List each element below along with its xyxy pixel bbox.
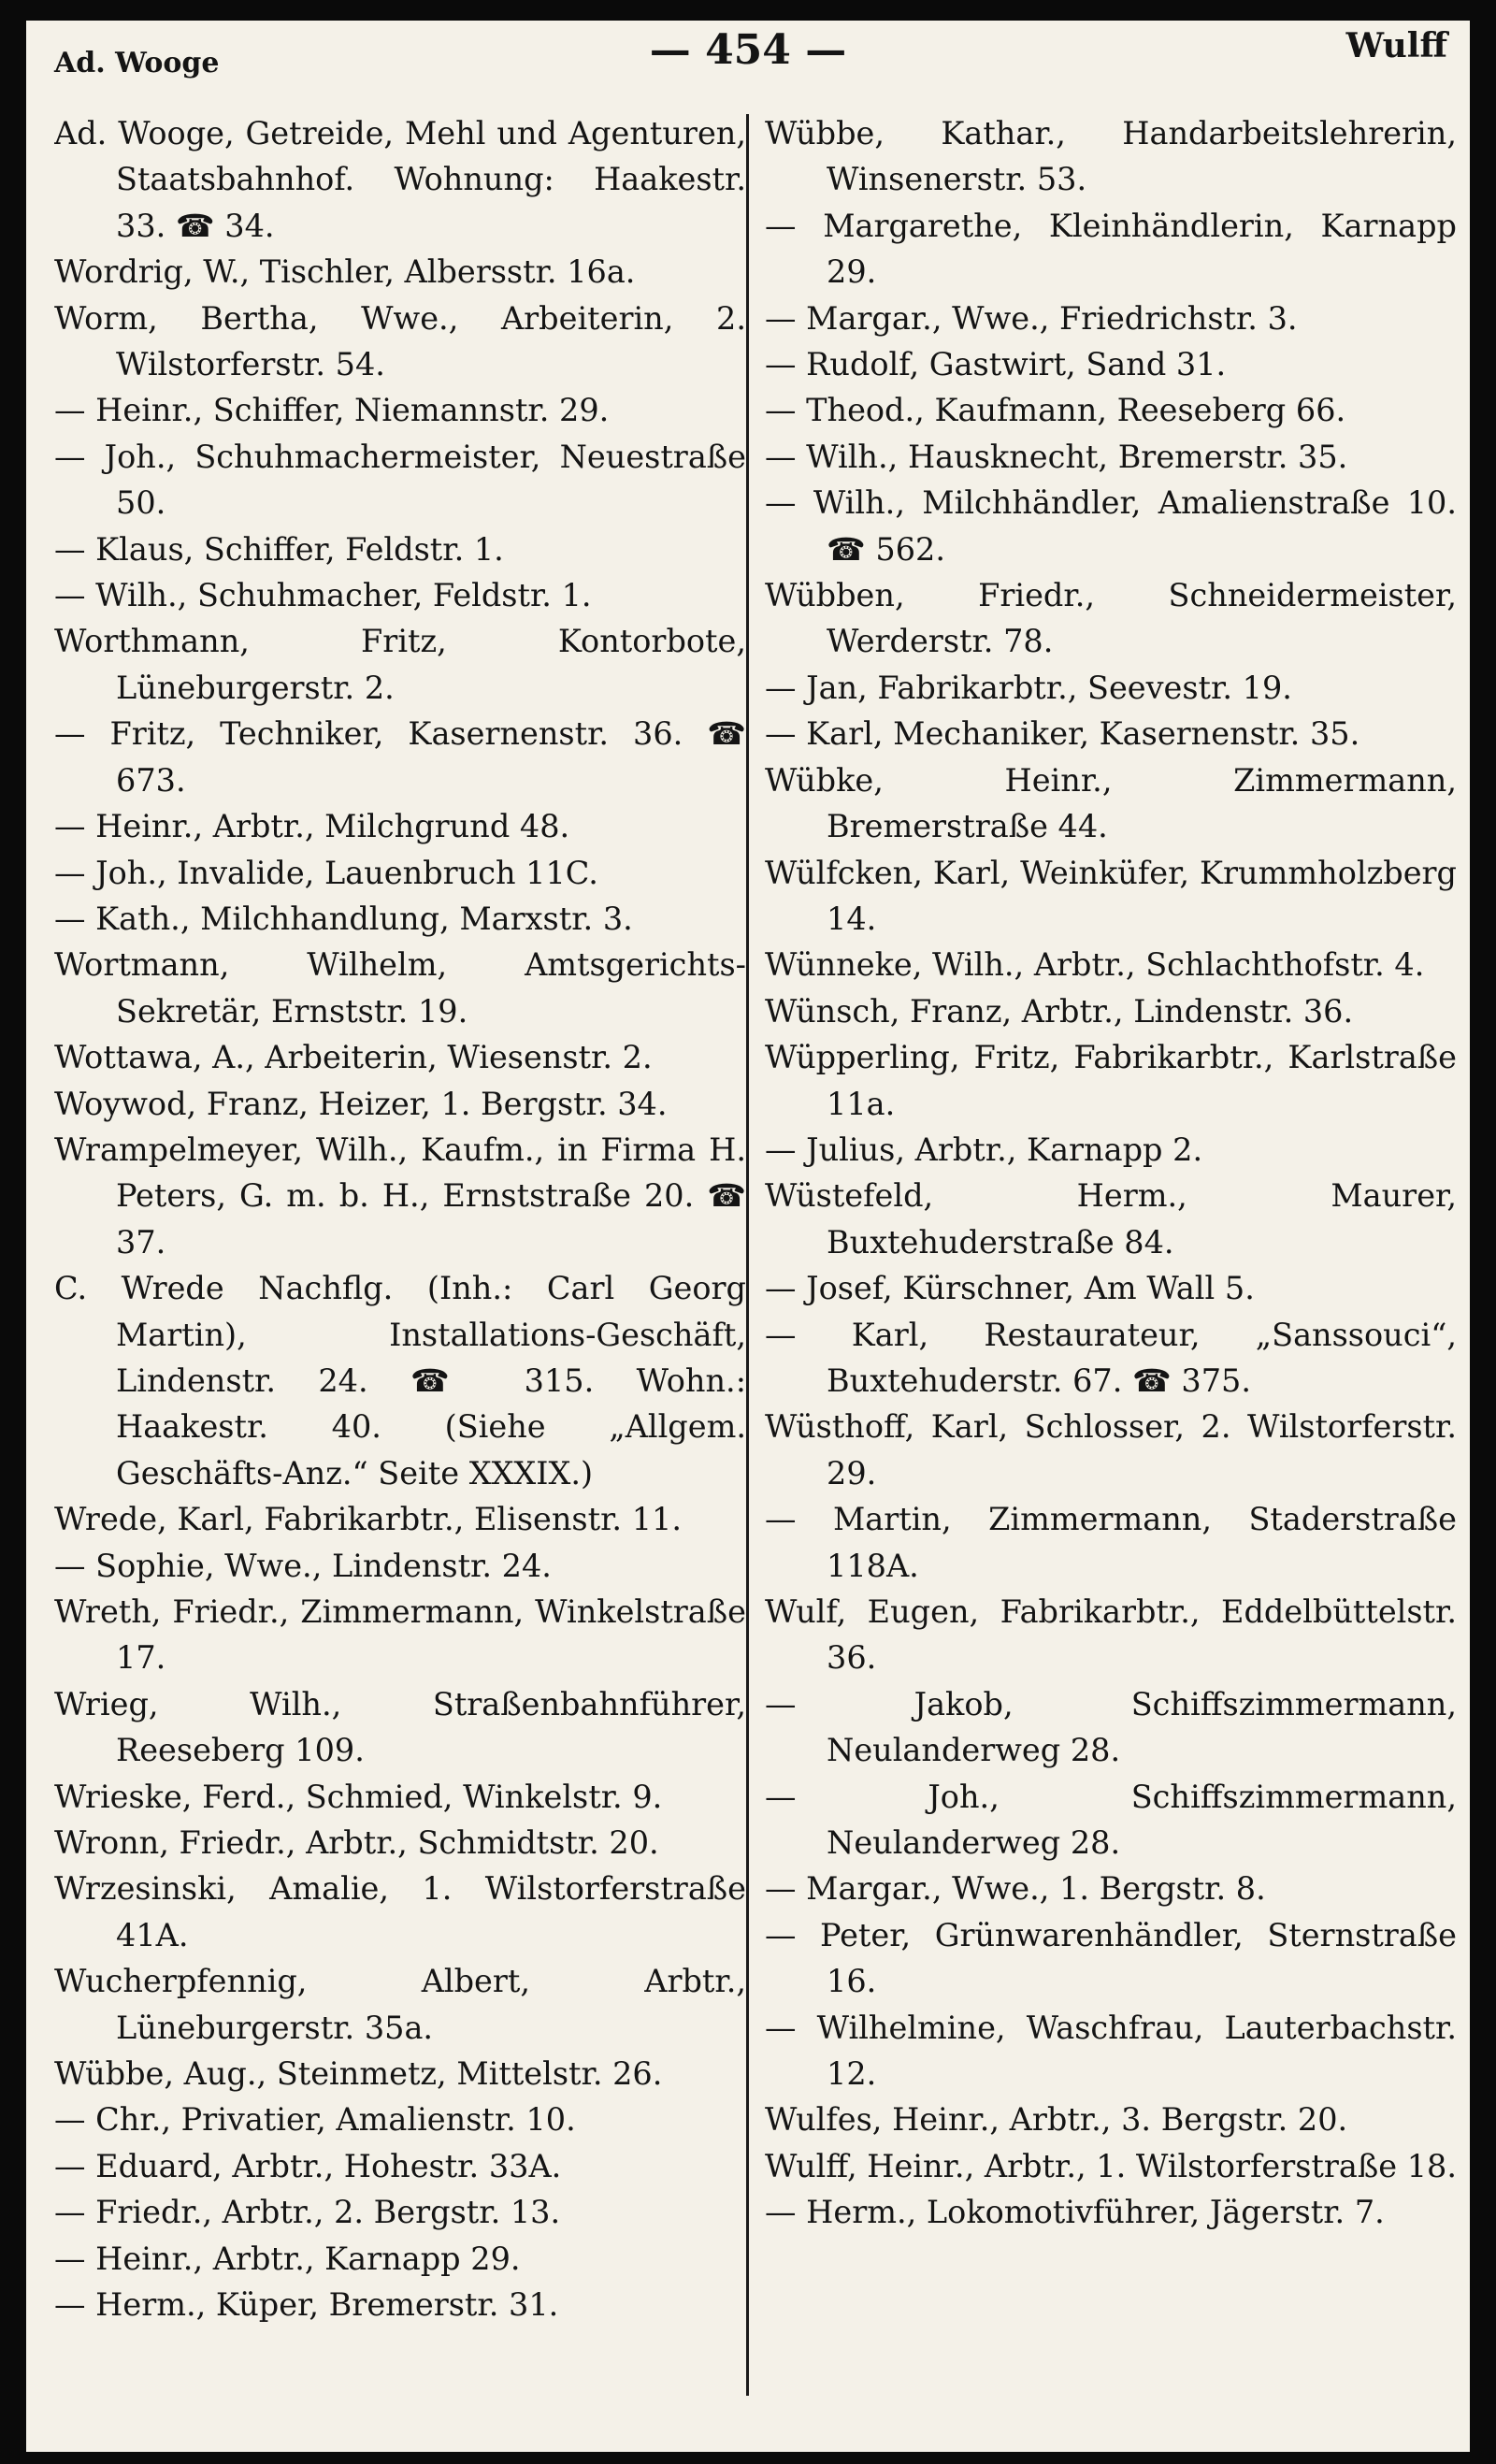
directory-entry: — Wilh., Hausknecht, Bremerstr. 35. bbox=[765, 438, 1348, 475]
directory-entry: Ad. Wooge, Getreide, Mehl und Agenturen, Staatsbahnhof. Wohnung: Haakestr. 33. ☎ 34. bbox=[54, 115, 746, 244]
directory-entry: Wüpperling, Fritz, Fabrikarbtr., Karlstraße 11a. bbox=[765, 1039, 1457, 1122]
directory-entry: Wüstefeld, Herm., Maurer, Buxtehuderstraße 84. bbox=[765, 1177, 1457, 1261]
directory-entry: Wülfcken, Karl, Weinküfer, Krummholzberg 14. bbox=[765, 854, 1457, 937]
directory-entry: — Wilhelmine, Waschfrau, Lauterbachstr. 12. bbox=[765, 2009, 1457, 2093]
directory-entry: — Klaus, Schiffer, Feldstr. 1. bbox=[54, 530, 504, 568]
directory-entry: — Fritz, Techniker, Kasernenstr. 36. ☎ 673. bbox=[54, 715, 746, 799]
directory-entry: — Rudolf, Gastwirt, Sand 31. bbox=[765, 346, 1227, 383]
directory-entry: Wortmann, Wilhelm, Amtsgerichts-Sekretär, Ernststr. 19. bbox=[54, 946, 746, 1030]
directory-entry: Wucherpfennig, Albert, Arbtr., Lüneburgerstr. 35a. bbox=[54, 1963, 746, 2046]
directory-entry: — Wilh., Schuhmacher, Feldstr. 1. bbox=[54, 577, 592, 614]
directory-entry: — Joh., Schiffszimmermann, Neulanderweg 28. bbox=[765, 1778, 1457, 1862]
directory-entry: Wulff, Heinr., Arbtr., 1. Wilstorferstraße 18. bbox=[765, 2147, 1457, 2184]
directory-entry: Worthmann, Fritz, Kontorbote, Lüneburgerstr. 2. bbox=[54, 623, 746, 706]
directory-entry: — Kath., Milchhandlung, Marxstr. 3. bbox=[54, 900, 633, 937]
directory-entry: — Jan, Fabrikarbtr., Seevestr. 19. bbox=[765, 669, 1292, 706]
directory-entry: — Peter, Grünwarenhändler, Sternstraße 16. bbox=[765, 1916, 1457, 2000]
directory-entry: Woywod, Franz, Heizer, 1. Bergstr. 34. bbox=[54, 1085, 668, 1122]
directory-entry: Wrzesinski, Amalie, 1. Wilstorferstraße 41A. bbox=[54, 1870, 746, 1953]
directory-entry: — Chr., Privatier, Amalienstr. 10. bbox=[54, 2101, 576, 2139]
directory-entry: — Martin, Zimmermann, Staderstraße 118A. bbox=[765, 1501, 1457, 1584]
directory-entry: Wrieske, Ferd., Schmied, Winkelstr. 9. bbox=[54, 1778, 663, 1815]
directory-entry: C. Wrede Nachflg. (Inh.: Carl Georg Martin), Installations-Geschäft, Lindenstr. 24. ☎ 315. Wohn.: Haakestr. 40. (Siehe „Allgem. Geschäfts-Anz.“ Seite XXXIX.) bbox=[54, 1270, 746, 1491]
directory-entry: Wünsch, Franz, Arbtr., Lindenstr. 36. bbox=[765, 992, 1354, 1030]
directory-entry: — Margar., Wwe., Friedrichstr. 3. bbox=[765, 299, 1298, 337]
directory-entry: — Joh., Invalide, Lauenbruch 11C. bbox=[54, 854, 598, 891]
directory-entry: — Karl, Restaurateur, „Sanssouci“, Buxtehuderstr. 67. ☎ 375. bbox=[765, 1316, 1457, 1399]
directory-entry: Worm, Bertha, Wwe., Arbeiterin, 2. Wilstorferstr. 54. bbox=[54, 299, 746, 383]
directory-entry: Wulf, Eugen, Fabrikarbtr., Eddelbüttelstr. 36. bbox=[765, 1593, 1457, 1677]
directory-entry: Wüsthoff, Karl, Schlosser, 2. Wilstorferstr. 29. bbox=[765, 1408, 1457, 1491]
directory-entry: Wrampelmeyer, Wilh., Kaufm., in Firma H. Peters, G. m. b. H., Ernststraße 20. ☎ 37. bbox=[54, 1131, 746, 1261]
directory-entry: — Julius, Arbtr., Karnapp 2. bbox=[765, 1131, 1203, 1168]
directory-entry: — Heinr., Arbtr., Karnapp 29. bbox=[54, 2240, 521, 2277]
directory-entry: — Heinr., Arbtr., Milchgrund 48. bbox=[54, 808, 570, 845]
directory-entry: — Jakob, Schiffszimmermann, Neulanderweg 28. bbox=[765, 1685, 1457, 1769]
directory-entry: Wottawa, A., Arbeiterin, Wiesenstr. 2. bbox=[54, 1039, 653, 1076]
header-right-catchword: Wulff bbox=[1345, 26, 1447, 65]
header-left-catchword: Ad. Wooge bbox=[54, 47, 220, 79]
directory-entry: Wünneke, Wilh., Arbtr., Schlachthofstr. 4. bbox=[765, 946, 1425, 984]
directory-entry: — Margar., Wwe., 1. Bergstr. 8. bbox=[765, 1870, 1266, 1908]
directory-entry: Wulfes, Heinr., Arbtr., 3. Bergstr. 20. bbox=[765, 2101, 1348, 2139]
directory-entry: — Theod., Kaufmann, Reeseberg 66. bbox=[765, 392, 1346, 429]
directory-entry: — Herm., Küper, Bremerstr. 31. bbox=[54, 2286, 559, 2324]
directory-entry: Wrede, Karl, Fabrikarbtr., Elisenstr. 11. bbox=[54, 1501, 682, 1538]
directory-entry: — Sophie, Wwe., Lindenstr. 24. bbox=[54, 1547, 552, 1584]
directory-entry: — Eduard, Arbtr., Hohestr. 33A. bbox=[54, 2147, 562, 2184]
directory-entry: — Friedr., Arbtr., 2. Bergstr. 13. bbox=[54, 2194, 561, 2231]
directory-entry: Wübbe, Kathar., Handarbeitslehrerin, Winsenerstr. 53. bbox=[765, 115, 1457, 198]
directory-page bbox=[26, 21, 1470, 2452]
directory-entry: — Joh., Schuhmachermeister, Neuestraße 50. bbox=[54, 438, 746, 522]
right-column bbox=[765, 110, 1457, 2448]
directory-entry: Wrieg, Wilh., Straßenbahnführer, Reeseberg 109. bbox=[54, 1685, 746, 1769]
directory-entry: Wübben, Friedr., Schneidermeister, Werderstr. 78. bbox=[765, 577, 1457, 660]
directory-entry: — Wilh., Milchhändler, Amalienstraße 10. ☎ 562. bbox=[765, 484, 1457, 568]
directory-entry: Wübke, Heinr., Zimmermann, Bremerstraße 44. bbox=[765, 761, 1457, 845]
directory-entry: — Josef, Kürschner, Am Wall 5. bbox=[765, 1270, 1255, 1307]
directory-entry: Wübbe, Aug., Steinmetz, Mittelstr. 26. bbox=[54, 2055, 663, 2093]
page-number: — 454 — bbox=[649, 26, 847, 74]
directory-entry: Wronn, Friedr., Arbtr., Schmidtstr. 20. bbox=[54, 1824, 659, 1862]
directory-entry: — Margarethe, Kleinhändlerin, Karnapp 29. bbox=[765, 207, 1457, 291]
directory-entry: Wreth, Friedr., Zimmermann, Winkelstraße 17. bbox=[54, 1593, 746, 1677]
directory-entry: — Karl, Mechaniker, Kasernenstr. 35. bbox=[765, 715, 1360, 753]
page-header bbox=[26, 21, 1470, 86]
directory-entry: — Heinr., Schiffer, Niemannstr. 29. bbox=[54, 392, 610, 429]
column-divider bbox=[746, 114, 749, 2396]
directory-entry: — Herm., Lokomotivführer, Jägerstr. 7. bbox=[765, 2194, 1385, 2231]
left-column bbox=[54, 110, 746, 2448]
directory-entry: Wordrig, W., Tischler, Albersstr. 16a. bbox=[54, 253, 636, 291]
